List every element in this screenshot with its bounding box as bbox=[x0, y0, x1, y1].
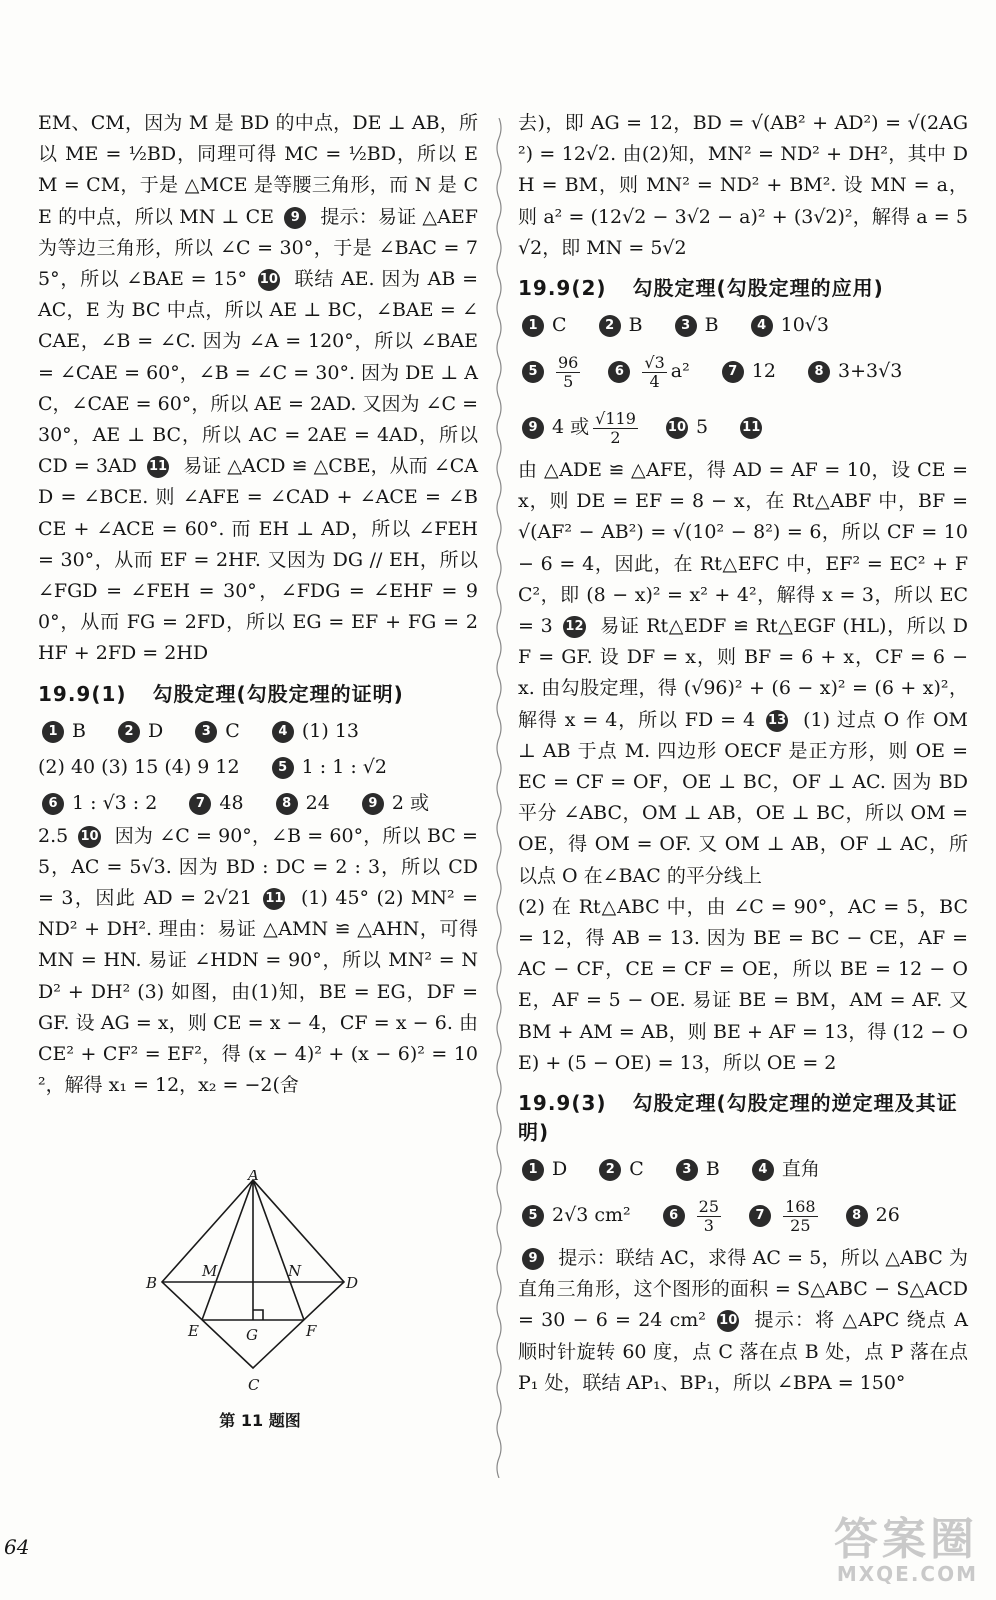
question-number-badge: 3 bbox=[675, 315, 697, 337]
answer-text: 易证 Rt△EDF ≌ Rt△EGF (HL)，所以 DF = GF. 设 DF = x，则 BF = 6 + x，CF = 6 − x. 由勾股定理，得 (√96)² + (6 − x)² = (6 + x)²，解得 x = 4，所以 FD = 4 bbox=[518, 615, 968, 731]
answer-text: (1) 过点 O 作 OM ⊥ AB 于点 M. 四边形 OECF 是正方形，则 OE = EC = CF = OF，OE ⊥ BC，OF ⊥ AC. 因为 BD 平分 ∠ABC，OM ⊥ AB，OE ⊥ BC，所以 OM = OE，得 OM = OF. 又 OM ⊥ AB，OF ⊥ AC，所以点 O 在∠BAC 的平分线上 bbox=[518, 708, 968, 887]
answer-paragraph: (2) 在 Rt△ABC 中，由 ∠C = 90°，AC = 5，BC = 12，得 AB = 13. 因为 BE = BC − CE，AF = AC − CF，CE = CF = OE，所以 BE = 12 − OE，AF = 5 − OE. 易证 BE = BM，AM = AF. 又 BM + AM = AB，则 BE + AF = 13，得 (12 − OE) + (5 − OE) = 13，所以 OE = 2 bbox=[518, 895, 968, 1074]
answer-value: 12 bbox=[751, 360, 776, 383]
answer-value: D bbox=[148, 719, 164, 742]
section-heading bbox=[38, 678, 478, 707]
question-number-badge: 5 bbox=[522, 1205, 544, 1227]
answer-value: B bbox=[704, 314, 719, 337]
question-number-badge: 4 bbox=[751, 315, 773, 337]
geometry-figure bbox=[138, 1170, 378, 1430]
answer-row bbox=[38, 749, 478, 785]
page-number: 64 bbox=[4, 1535, 30, 1559]
answer-row bbox=[518, 307, 968, 343]
question-number-badge: 7 bbox=[189, 793, 211, 815]
question-number-badge: 1 bbox=[522, 315, 544, 337]
question-number-badge: 9 bbox=[522, 417, 544, 439]
question-number-badge: 5 bbox=[522, 361, 544, 383]
question-number-badge: 10 bbox=[717, 1310, 739, 1332]
numerator: 25 bbox=[698, 1196, 720, 1216]
section-heading bbox=[518, 272, 968, 301]
answer-value: 10√3 bbox=[780, 314, 829, 337]
answer-value: 2√3 cm² bbox=[552, 1204, 631, 1227]
answer-row bbox=[518, 1151, 968, 1187]
watermark-url: MXQE.COM bbox=[836, 1562, 978, 1586]
question-number-badge: 1 bbox=[42, 721, 64, 743]
question-number-badge: 5 bbox=[272, 757, 294, 779]
question-number-badge: 13 bbox=[766, 710, 788, 732]
question-number-badge: 8 bbox=[276, 793, 298, 815]
question-number-badge: 6 bbox=[663, 1205, 685, 1227]
numerator: 168 bbox=[785, 1196, 816, 1216]
question-number-badge: 4 bbox=[752, 1159, 774, 1181]
answer-paragraph bbox=[518, 1243, 968, 1399]
answer-value: 24 bbox=[305, 791, 330, 814]
fraction bbox=[593, 410, 638, 447]
section-title: 勾股定理(勾股定理的应用) bbox=[632, 276, 884, 301]
question-number-badge: 6 bbox=[42, 793, 64, 815]
answer-value: 48 bbox=[219, 791, 244, 814]
answer-value: B bbox=[72, 719, 86, 742]
denominator: 25 bbox=[790, 1215, 811, 1235]
question-number-badge: 11 bbox=[263, 888, 285, 910]
figure-line-ae bbox=[202, 1180, 253, 1320]
section-number: 19.9(2) bbox=[518, 276, 607, 301]
answer-value: 26 bbox=[875, 1204, 900, 1227]
question-number-badge: 2 bbox=[599, 1159, 621, 1181]
denominator: 4 bbox=[649, 371, 660, 391]
answer-text: 提示：易证 △AEF 为等边三角形，所以 ∠C = 30°，于是 ∠BAC = 75°，所以 ∠BAE = 15° bbox=[38, 205, 478, 291]
answer-text: 联结 AE. 因为 AB = AC，E 为 BC 中点，所以 AE ⊥ BC，∠BAE = ∠CAE，∠B = ∠C. 因为 ∠A = 120°，所以 ∠BAE = ∠CAE = 60°，∠B = ∠C = 30°. 因为 DE ⊥ AC，∠CAE = 60°，所以 AE = 2AD. 又因为 ∠C = 30°，AE ⊥ BC，所以 AC = 2AE = 4AD，所以 CD = 3AD bbox=[38, 268, 479, 478]
answer-row bbox=[38, 713, 478, 749]
section-heading bbox=[518, 1087, 968, 1145]
question-number-badge: 8 bbox=[808, 361, 830, 383]
answer-text: 因为 ∠C = 90°，∠B = 60°，所以 BC = 5，AC = 5√3. 因为 BD : DC = 2 : 3，所以 CD = 3，因此 AD = 2√21 bbox=[38, 824, 478, 910]
watermark-text: 答案圈 bbox=[834, 1514, 978, 1565]
answer-text: 提示：将 △APC 绕点 A 顺时针旋转 60 度，点 C 落在点 B 处，点 P 落在点 P₁ 处，联结 AP₁、BP₁，所以 ∠BPA = 150° bbox=[518, 1309, 969, 1394]
figure-label-a: A bbox=[248, 1170, 259, 1184]
right-angle-mark bbox=[253, 1310, 263, 1320]
question-number-badge: 3 bbox=[195, 721, 217, 743]
figure-caption: 第 11 题图 bbox=[219, 1411, 301, 1430]
answer-value: C bbox=[629, 1158, 644, 1181]
right-column bbox=[518, 108, 968, 1399]
numerator: √3 bbox=[644, 352, 665, 372]
answer-value: (2) 40 (3) 15 (4) 9 12 bbox=[38, 755, 240, 778]
numerator: 96 bbox=[558, 352, 579, 372]
question-number-badge: 2 bbox=[599, 315, 621, 337]
answer-row bbox=[518, 343, 968, 399]
column-divider bbox=[494, 118, 504, 1478]
figure-label-b: B bbox=[146, 1274, 158, 1292]
question-number-badge: 4 bbox=[272, 721, 294, 743]
question-number-badge: 10 bbox=[666, 417, 688, 439]
answer-row bbox=[518, 399, 968, 455]
question-number-badge: 7 bbox=[722, 361, 744, 383]
numerator: √119 bbox=[595, 408, 636, 428]
question-number-badge: 8 bbox=[846, 1205, 868, 1227]
answer-paragraph: 去)，即 AG = 12，BD = √(AB² + AD²) = √(2AG²) = 12√2. 由(2)知，MN² = ND² + DH²，其中 DH = BM，则 MN² = ND² + BM². 设 MN = a，则 a² = (12√2 − 3√2 − a)² + (3√2)²，解得 a = 5√2，即 MN = 5√2 bbox=[518, 112, 968, 259]
answer-value: 直角 bbox=[781, 1158, 820, 1181]
figure-label-e: E bbox=[188, 1322, 199, 1340]
answer-text: (1) 45° (2) MN² = ND² + DH². 理由：易证 △AMN ≌ △AHN，可得 MN = HN. 易证 ∠HDN = 90°，所以 MN² = ND² + DH² (3) 如图，由(1)知，BE = EG，DF = GF. 设 AG = x，则 CE = x − 4，CF = x − 6. 由 CE² + CF² = EF²，得 (x − 4)² + (x − 6)² = 10²，解得 x₁ = 12，x₂ = −2(舍 bbox=[38, 887, 478, 1097]
answer-value: 1 : √3 : 2 bbox=[72, 791, 158, 814]
question-number-badge: 12 bbox=[563, 616, 585, 638]
question-number-badge: 3 bbox=[676, 1159, 698, 1181]
question-number-badge: 9 bbox=[362, 793, 384, 815]
answer-value: a² bbox=[670, 360, 690, 383]
section-number: 19.9(3) bbox=[518, 1091, 607, 1116]
figure-label-g: G bbox=[246, 1326, 258, 1344]
figure-label-c: C bbox=[248, 1376, 260, 1394]
question-number-badge: 9 bbox=[284, 207, 306, 229]
denominator: 5 bbox=[563, 371, 574, 391]
question-number-badge: 6 bbox=[608, 361, 630, 383]
answer-text: EM、CM，因为 M 是 BD 的中点，DE ⊥ AB，所以 ME = ½BD，同理可得 MC = ½BD，所以 EM = CM，于是 △MCE 是等腰三角形，而 N 是 CE 的中点，所以 MN ⊥ CE bbox=[38, 112, 478, 228]
question-number-badge: 1 bbox=[522, 1159, 544, 1181]
figure-line-af bbox=[253, 1180, 304, 1320]
question-number-badge: 2 bbox=[118, 721, 140, 743]
answer-value: 2.5 bbox=[38, 824, 69, 847]
answer-value: 5 bbox=[696, 416, 709, 439]
figure-label-n: N bbox=[288, 1262, 302, 1280]
question-number-badge: 11 bbox=[147, 456, 169, 478]
answer-value: 1 : 1 : √2 bbox=[301, 755, 387, 778]
denominator: 3 bbox=[703, 1215, 714, 1235]
section-title: 勾股定理(勾股定理的逆定理及其证明) bbox=[518, 1091, 958, 1145]
fraction bbox=[642, 354, 666, 391]
question-number-badge: 10 bbox=[78, 826, 100, 848]
section-number: 19.9(1) bbox=[38, 681, 127, 706]
answer-value: 4 或 bbox=[552, 416, 590, 439]
answer-value: B bbox=[705, 1158, 720, 1181]
answer-value: C bbox=[225, 719, 240, 742]
answer-text: 易证 △ACD ≌ △CBE，从而 ∠CAD = ∠BCE. 则 ∠AFE = ∠CAD + ∠ACE = ∠BCE + ∠ACE = 60°. 而 EH ⊥ AD，所以 ∠FEH = 30°，从而 EF = 2HF. 又因为 DG // EH，所以 ∠FGD = ∠FEH = 30°，∠FDG = ∠EHF = 90°，从而 FG = 2FD，所以 EG = EF + FG = 2HF + 2FD = 2HD bbox=[38, 455, 479, 665]
denominator: 2 bbox=[610, 427, 621, 447]
answer-paragraph bbox=[38, 108, 478, 670]
answer-value: (1) 13 bbox=[301, 719, 360, 742]
answer-value: C bbox=[552, 314, 567, 337]
answer-value: D bbox=[552, 1158, 568, 1181]
watermark-logo bbox=[834, 1514, 978, 1586]
answer-row bbox=[38, 785, 478, 821]
answer-text: 提示：联结 AC，求得 AC = 5，所以 △ABC 为直角三角形，这个图形的面积 = S△ABC − S△ACD = 30 − 6 = 24 cm² bbox=[518, 1247, 968, 1332]
answer-value: 3+3√3 bbox=[838, 360, 903, 383]
figure-label-d: D bbox=[346, 1274, 359, 1292]
question-number-badge: 9 bbox=[522, 1248, 544, 1270]
question-number-badge: 7 bbox=[749, 1205, 771, 1227]
left-column bbox=[38, 108, 478, 1101]
answer-paragraph bbox=[38, 821, 478, 1102]
fraction bbox=[556, 354, 580, 391]
question-number-badge: 11 bbox=[740, 417, 762, 439]
answer-paragraph bbox=[518, 455, 968, 892]
fraction bbox=[783, 1198, 818, 1235]
figure-label-f: F bbox=[306, 1322, 317, 1340]
answer-value: 2 或 bbox=[391, 791, 429, 814]
answer-value: B bbox=[628, 314, 643, 337]
figure-label-m: M bbox=[202, 1262, 218, 1280]
answer-text: 由 △ADE ≌ △AFE，得 AD = AF = 10，设 CE = x，则 DE = EF = 8 − x，在 Rt△ABF 中，BF = √(AF² − AB²) = √(10² − 8²) = 6，所以 CF = 10 − 6 = 4，因此，在 Rt△EFC 中，EF² = EC² + FC²，即 (8 − x)² = x² + 4²，解得 x = 3，所以 EC = 3 bbox=[518, 459, 968, 638]
question-number-badge: 10 bbox=[258, 269, 280, 291]
fraction bbox=[697, 1198, 721, 1235]
section-title: 勾股定理(勾股定理的证明) bbox=[152, 681, 404, 706]
answer-row bbox=[518, 1187, 968, 1243]
